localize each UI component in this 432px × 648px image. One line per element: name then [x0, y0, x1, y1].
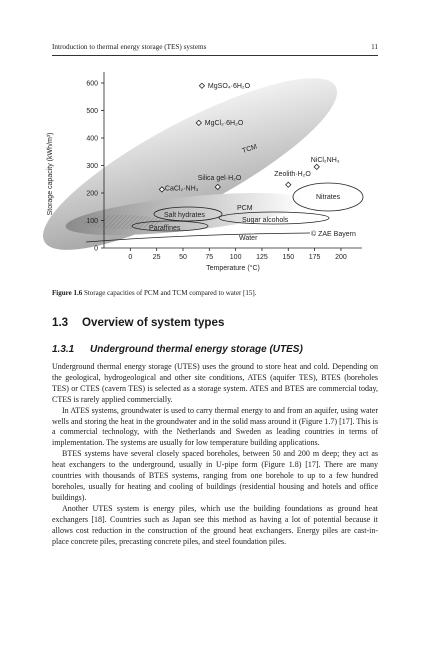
- running-header-title: Introduction to thermal energy storage (TES) systems: [52, 43, 207, 51]
- section-title: Overview of system types: [82, 316, 225, 329]
- region-label-water: Water: [239, 235, 258, 242]
- data-point-label: CaCl₂·NH₃: [164, 185, 199, 193]
- paragraph: In ATES systems, groundwater is used to carry thermal energy to and from an aquifer, using water wells and storing the heat in the groundwater and in the solid mass around it (Figure 1.7) [17]. This is a commercial technology, with the Netherlands and Sweden as leading countries in terms of implementation. The systems are usually for low temperature building applications.: [52, 405, 378, 448]
- figure-caption: [52, 289, 378, 298]
- y-tick-label: 600: [86, 80, 98, 88]
- x-tick-label: 25: [152, 254, 161, 261]
- region-label-sugar-alcohols: Sugar alcohols: [242, 217, 289, 224]
- region-label-paraffines: Paraffines: [149, 225, 181, 232]
- header-rule: [52, 55, 378, 56]
- figure-caption-label: Figure 1.6: [52, 289, 83, 297]
- figure-credit: © ZAE Bayern: [311, 231, 356, 238]
- paragraph: Underground thermal energy storage (UTES) uses the ground to store heat and cold. Depending on the geological, hydrogeological and other site conditions, ATES (aquifer TES), BTES (boreholes TES) or CTES (cavern TES) is selected as a storage system. ATES and BTES are commercial today, CTES is rarely applied commercially.: [52, 362, 378, 404]
- y-tick-label: 0: [94, 245, 98, 253]
- data-point-marker: [314, 164, 319, 169]
- running-header: [52, 43, 378, 55]
- data-point-label: MgSO₄·6H₂O: [207, 82, 251, 90]
- body-text: [52, 362, 378, 547]
- x-tick-label: 50: [179, 254, 187, 261]
- paragraph: Another UTES system is energy piles, which use the building foundations as ground heat exchangers [18]. Countries such as Japan see this method as having a lot of potential because it allows cost reduction in the construction of the ground heat exchangers. Energy piles are cast-in-place concrete piles, precasting concrete piles, and steel foundation piles.: [52, 503, 378, 546]
- region-label-salt-hydrates: Salt hydrates: [164, 212, 205, 219]
- region-label-pcm: PCM: [237, 205, 253, 212]
- figure-caption-text: Storage capacities of PCM and TCM compared to water [15].: [83, 289, 257, 297]
- x-tick-label: 75: [205, 254, 214, 261]
- y-tick-label: 100: [86, 218, 98, 225]
- subsection-title: Underground thermal energy storage (UTES): [90, 344, 303, 355]
- y-tick-label: 400: [86, 135, 98, 143]
- paragraph: BTES systems have several closely spaced boreholes, between 50 and 200 m deep; they act as heat exchangers to the underground, usually in U-pipe form (Figure 1.8) [17]. There are many countries with thousands of BTES systems, ranging from one borehole to up to a few hundred boreholes, usually for heating and cooling of buildings (residential housing and hotels and office buildings).: [52, 449, 378, 502]
- storage-capacity-chart: [40, 64, 380, 282]
- subsection-heading: [52, 344, 378, 355]
- x-tick-label: 150: [282, 254, 295, 261]
- subsection-number: 1.3.1: [52, 344, 75, 355]
- data-point-label: Silica gel·H₂O: [197, 174, 242, 182]
- data-point-label: NiCl₂NH₃: [310, 156, 340, 164]
- data-point-marker: [199, 83, 204, 88]
- x-tick-label: 175: [308, 254, 321, 261]
- x-tick-label: 100: [229, 254, 242, 261]
- y-tick-label: 200: [86, 190, 98, 198]
- y-axis-label: Storage capacity (kWh/m³): [47, 132, 54, 216]
- x-tick-label: 200: [335, 254, 347, 261]
- section-heading: [52, 316, 378, 329]
- x-axis-label: Temperature (°C): [206, 265, 260, 272]
- x-tick-label: 125: [256, 254, 268, 261]
- y-tick-label: 300: [86, 163, 98, 170]
- x-tick-label: 0: [128, 254, 133, 261]
- data-point-label: MgCl₂·6H₂O: [204, 119, 244, 127]
- region-label-tcm: TCM: [241, 143, 259, 155]
- page-number: 11: [371, 43, 378, 51]
- y-tick-label: 500: [86, 108, 98, 115]
- region-label-nitrates: Nitrates: [316, 194, 341, 201]
- section-number: 1.3: [52, 316, 69, 329]
- data-point-label: Zeolith·H₂O: [274, 170, 311, 178]
- data-point-marker: [286, 182, 291, 187]
